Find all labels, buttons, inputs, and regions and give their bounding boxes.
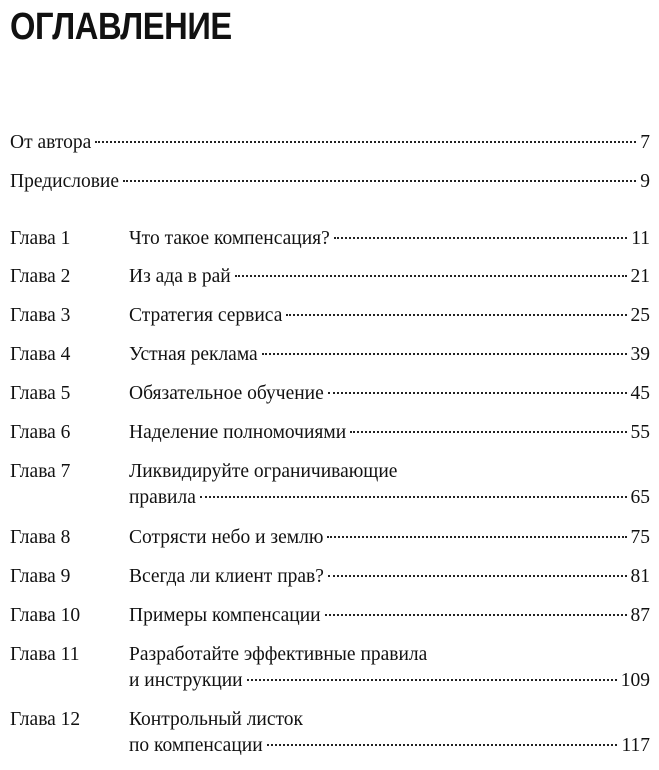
chapter-label: Глава 2 <box>10 266 71 287</box>
toc-entry-chapter-10[interactable] <box>10 603 650 629</box>
chapter-title: Стратегия сервиса <box>129 305 283 326</box>
entry-title: Предисловие <box>10 171 120 192</box>
chapter-title: Сотрясти небо и землю <box>129 527 324 548</box>
dot-leader <box>328 392 627 394</box>
dot-leader <box>334 237 627 239</box>
dot-leader <box>328 575 627 577</box>
entry-title: От автора <box>10 132 92 153</box>
dot-leader <box>235 275 627 277</box>
dot-leader <box>262 353 627 355</box>
chapter-label: Глава 1 <box>10 228 71 249</box>
chapter-label: Глава 5 <box>10 383 71 404</box>
page-number: 65 <box>630 487 650 508</box>
chapter-title-line-1: Разработайте эффективные правила <box>129 644 428 665</box>
toc-entry-chapter-9[interactable] <box>10 564 650 590</box>
toc-entry-chapter-2[interactable] <box>10 264 650 290</box>
chapter-title: Устная реклама <box>129 344 258 365</box>
page-number: 9 <box>640 171 650 192</box>
chapter-label: Глава 9 <box>10 566 71 587</box>
chapter-label: Глава 4 <box>10 344 71 365</box>
chapter-title: Примеры компенсации <box>129 605 321 626</box>
page-title: ОГЛАВЛЕНИЕ <box>10 6 232 48</box>
chapter-label: Глава 6 <box>10 422 71 443</box>
chapter-title: Из ада в рай <box>129 266 231 287</box>
toc-entry-chapter-7[interactable] <box>10 459 650 511</box>
chapter-title: Что такое компенсация? <box>129 228 330 249</box>
toc-entry-chapter-12[interactable] <box>10 707 650 759</box>
toc-entry-chapter-4[interactable] <box>10 342 650 368</box>
toc-entry-chapter-8[interactable] <box>10 525 650 551</box>
dot-leader <box>325 614 627 616</box>
page-number: 7 <box>640 132 650 153</box>
chapter-label: Глава 11 <box>10 644 80 665</box>
page-number: 39 <box>630 344 650 365</box>
chapter-title: Обязательное обучение <box>129 383 324 404</box>
dot-leader <box>327 536 626 538</box>
page-number: 87 <box>630 605 650 626</box>
chapter-label: Глава 7 <box>10 461 71 482</box>
toc-entry-author-note[interactable] <box>10 130 650 156</box>
chapter-title: Наделение полномочиями <box>129 422 347 443</box>
chapter-title-line-1: Контрольный листок <box>129 709 304 730</box>
toc-entry-chapter-6[interactable] <box>10 420 650 446</box>
page-number: 55 <box>630 422 650 443</box>
chapter-title: по компенсации <box>129 735 263 756</box>
chapter-title: и инструкции <box>129 670 243 691</box>
page-number: 25 <box>630 305 650 326</box>
toc-entry-chapter-3[interactable] <box>10 303 650 329</box>
dot-leader <box>286 314 626 316</box>
dot-leader <box>123 180 636 182</box>
chapter-title-line-1: Ликвидируйте ограничивающие <box>129 461 398 482</box>
toc-entry-preface[interactable] <box>10 169 650 195</box>
page-number: 81 <box>630 566 650 587</box>
chapter-label: Глава 10 <box>10 605 81 626</box>
chapter-label: Глава 3 <box>10 305 71 326</box>
page-number: 45 <box>630 383 650 404</box>
chapter-title: правила <box>129 487 196 508</box>
dot-leader <box>350 431 626 433</box>
toc-entry-chapter-1[interactable] <box>10 226 650 252</box>
toc-entry-chapter-11[interactable] <box>10 642 650 694</box>
chapter-label: Глава 12 <box>10 709 81 730</box>
dot-leader <box>200 496 627 498</box>
page-number: 75 <box>630 527 650 548</box>
chapter-label: Глава 8 <box>10 527 71 548</box>
toc-entry-chapter-5[interactable] <box>10 381 650 407</box>
chapter-title: Всегда ли клиент прав? <box>129 566 324 587</box>
dot-leader <box>95 141 636 143</box>
dot-leader <box>267 744 618 746</box>
dot-leader <box>247 679 617 681</box>
page-number: 11 <box>631 228 650 249</box>
page-number: 109 <box>620 670 650 691</box>
page-number: 117 <box>621 735 650 756</box>
page-number: 21 <box>630 266 650 287</box>
